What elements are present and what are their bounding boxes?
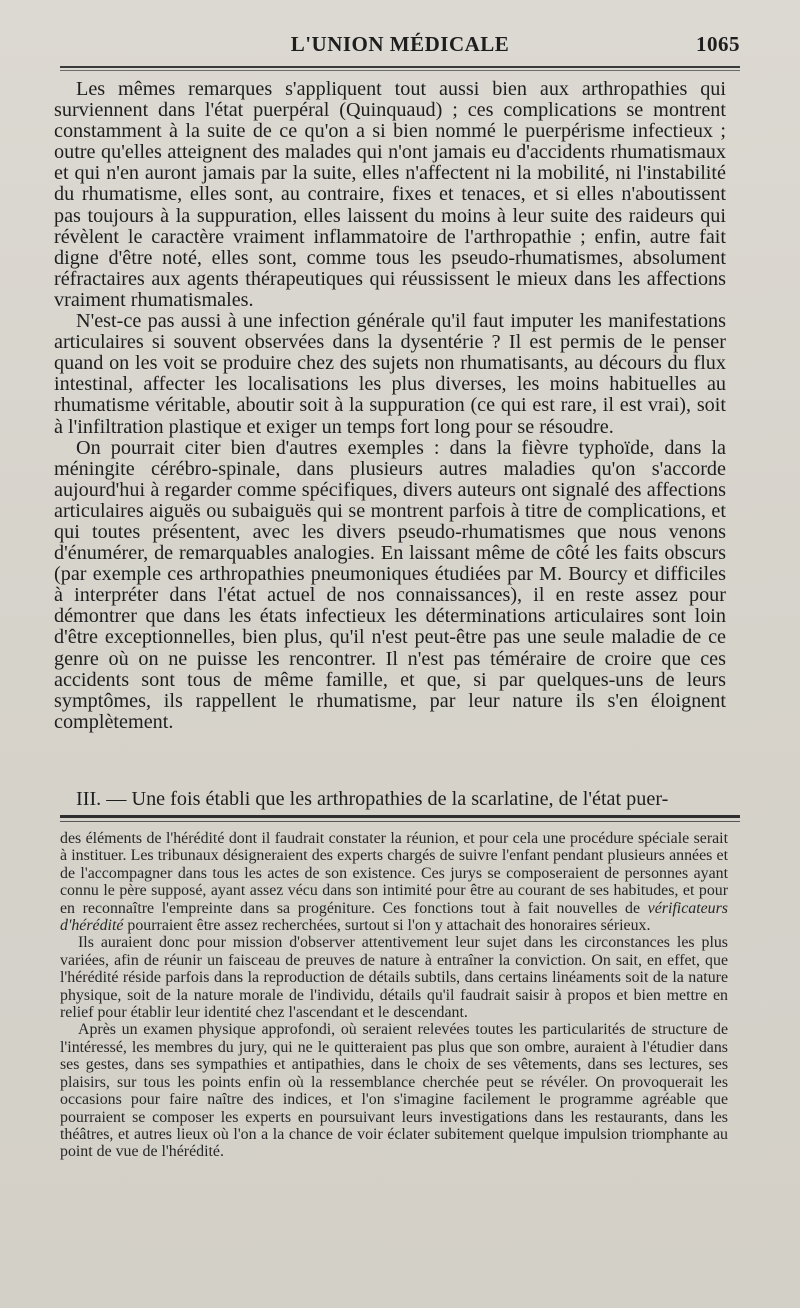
footnote-paragraph: Après un examen physique approfondi, où seraient relevées toutes les particularités de structure de l'intéressé, les membres du jury, qui ne le quitteraient pas plus que son ombre, auraient à l'étudier dans ses gestes, dans ses sympathies et antipathies, dans le choix de ses vêtements, dans ses lectures, ses plaisirs, sur tous les points enfin où la ressemblance cherchée peut se révéler. On provoquerait les occasions pour faire naître des indices, et l'on s'imagine facilement le programme agréable que pourraient se composer les experts en poursuivant leurs investigations dans les restaurants, dans les théâtres, et autres lieux où l'on a la chance de voir éclater subitement quelque impulsion triomphante au point de vue de l'hérédité. (60, 1021, 728, 1161)
footnote-paragraph: Ils auraient donc pour mission d'observer attentivement leur sujet dans les circonstances les plus variées, afin de réunir un faisceau de preuves de nature à entraîner la conviction. On sait, en effet, que l'hérédité réside parfois dans la reproduction de détails subtils, dans certains linéaments soit de la nature physique, soit de la nature morale de l'individu, détails qu'il faudrait saisir à propos et bien mettre en relief pour établir leur identité chez l'ascendant et le descendant. (60, 934, 728, 1022)
journal-title: L'UNION MÉDICALE (290, 32, 510, 56)
paragraph: On pourrait citer bien d'autres exemples : dans la fièvre typhoïde, dans la méningite cérébro-spinale, dans plusieurs autres maladies qu'on s'accorde aujourd'hui à regarder comme spécifiques, divers auteurs ont signalé des affections articulaires aiguës ou subaiguës qui se montrent parfois à titre de complications, et qui toutes présentent, avec les divers pseudo-rhumatismes que nous venons d'énumérer, de remarquables analogies. En laissant même de côté les faits obscurs (par exemple ces arthropathies pneumoniques étudiées par M. Bourcy et difficiles à interpréter dans l'état actuel de nos connaissances), il en reste assez pour démontrer que dans les états infectieux les déterminations articulaires sont loin d'être exceptionnelles, bien plus, qu'il n'est peut-être pas une seule maladie de ce genre où on ne puisse les rencontrer. Il n'est pas téméraire de croire que ces accidents sont tous de même famille, et que, si par quelques-uns de leurs symptômes, ils rappellent le rhumatisme, par leur nature ils s'en éloignent complètement. (54, 436, 726, 733)
header-rule-thin (60, 70, 740, 71)
paragraph: Les mêmes remarques s'appliquent tout aussi bien aux arthropathies qui surviennent dans l'état puerpéral (Quinquaud) ; ces complications se montrent constamment à la suite de ce qu'on a si bien nommé le puerpérisme infectieux ; outre qu'elles atteignent des malades qui n'ont jamais eu d'accidents rhumatismaux et qui n'en auront jamais par la suite, elles n'affectent ni la mobilité, ni l'instabilité du rhumatisme, elles sont, au contraire, fixes et tenaces, et si elles n'aboutissent pas toujours à la suppuration, elles laissent du moins à leur suite des raideurs qui révèlent le caractère vraiment inflammatoire de l'arthropathie ; enfin, autre fait digne d'être noté, elles sont, comme tous les pseudo-rhumatismes, absolument réfractaires aux agents thérapeutiques qui réussissent le mieux dans les affections vraiment rhumatismales. (54, 78, 726, 311)
main-text (54, 79, 726, 733)
footnote (60, 830, 728, 1161)
footnote-paragraph (60, 830, 728, 934)
footnote-rule-thin (60, 821, 740, 822)
footnote-italic-term: vérificateurs d'hérédité (60, 899, 728, 935)
section-opening-line: III. — Une fois établi que les arthropathies de la scarlatine, de l'état puer- (76, 788, 669, 810)
page-number: 1065 (696, 32, 740, 56)
footnote-rule (60, 815, 740, 818)
header-rule (60, 66, 740, 68)
paragraph: N'est-ce pas aussi à une infection générale qu'il faut imputer les manifestations articulaires si souvent observées dans la dysentérie ? Il est permis de le penser quand on les voit se produire chez des sujets non rhumatisants, au décours du flux intestinal, affecter les localisations les plus diverses, les moins habituelles au rhumatisme véritable, aboutir soit à la suppuration (ce qui est rare, il est vrai), soit à l'infiltration plastique et exiger un temps fort long pour se résoudre. (54, 310, 726, 438)
footnote-text: pourraient être assez recherchées, surtout si l'on y attachait des honoraires sérieux. (123, 917, 651, 935)
running-header (60, 32, 740, 62)
section-iii (54, 788, 726, 810)
footnote-text: des éléments de l'hérédité dont il faudrait constater la réunion, et pour cela une procédure spéciale serait à instituer. Les tribunaux désigneraient des experts chargés de suivre l'enfant pendant plusieurs années et de l'accompagner dans tous les actes de son existence. Ces jurys se composeraient de personnes ayant connu le père supposé, ayant assez vécu dans son intimité pour être au courant de ses habitudes, et pour en reconnaître l'empreinte dans sa progéniture. Ces fonctions tout à fait nouvelles de (60, 830, 728, 917)
